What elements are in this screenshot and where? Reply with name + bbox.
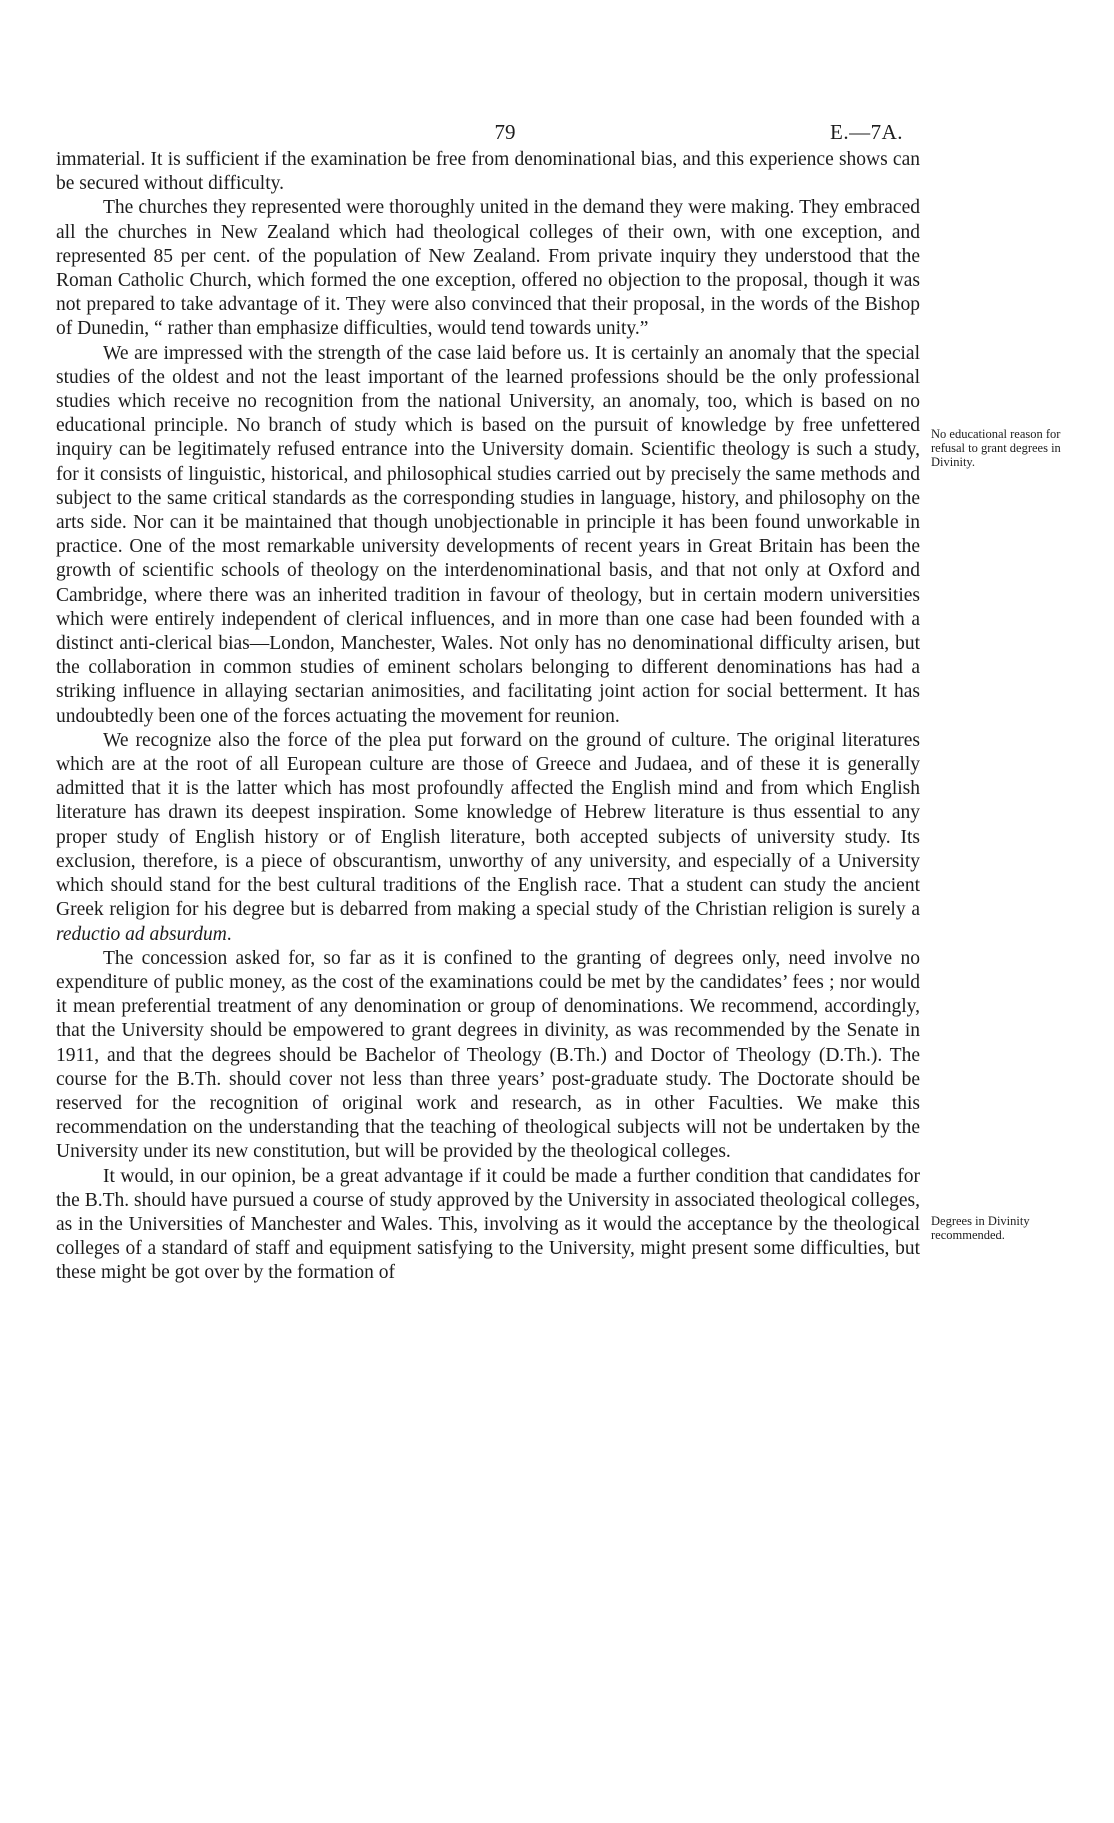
paragraph-recommendation: The concession asked for, so far as it is confined to the granting of degrees only, need involve no expenditure of public money, as the cost of the examinations could be met by the candidates’ fees ; nor would it mean preferential treatment of any denomination or group of denominations. We recommend, accordingly, that the University should be empowered to grant degrees in divinity, as was recommended by the Senate in 1911, and that the degrees should be Bachelor of Theology (B.Th.) and Doctor of Theology (D.Th.). The course for the B.Th. should cover not less than three years’ post-graduate study. The Doctorate should be reserved for the recognition of original work and research, as in other Faculties. We make this recommendation on the understanding that the teaching of theological subjects will not be undertaken by the University under its new constitution, but will be provided by the theological colleges.	[56, 947, 920, 1163]
margin-note-no-educational-reason: No educational reason for refusal to grant degrees in Divinity.	[931, 427, 1061, 469]
paragraph-continuation: immaterial. It is sufficient if the examination be free from denominational bias, and this experience shows can be secured without difficulty.	[56, 149, 920, 195]
paragraph-anomaly: We are impressed with the strength of the case laid before us. It is certainly an anomaly that the special studies of the oldest and not the least important of the learned professions should be the only professional studies which receive no recognition from the national University, an anomaly, too, which is based on no educational principle. No branch of study which is based on the pursuit of knowledge by free unfettered inquiry can be legitimately refused entrance into the University domain. Scientific theology is such a study, for it consists of linguistic, historical, and philosophical studies carried out by precisely the same methods and subject to the same critical standards as the corresponding studies in language, history, and philosophy on the arts side. Nor can it be maintained that though unobjectionable in principle it has been found unworkable in practice. One of the most remarkable university developments of recent years in Great Britain has been the growth of scientific schools of theology on the interdenominational basis, and that not only at Oxford and Cambridge, where there was an inherited tradition in favour of theology, but in certain modern universities which were entirely independent of clerical influences, and in more than one case had been founded with a distinct anti-clerical bias—London, Manchester, Wales. Not only has no denominational difficulty arisen, but the collaboration in common studies of eminent scholars belonging to different denominations has had a striking influence in allaying sectarian animosities, and facilitating joint action for social betterment. It has undoubtedly been one of the forces actuating the movement for reunion.	[56, 342, 920, 727]
report-code: E.—7A.	[830, 120, 903, 144]
paragraph-further-condition: It would, in our opinion, be a great advantage if it could be made a further condition that candidates for the B.Th. should have pursued a course of study approved by the University in associated theological colleges, as in the Universities of Manchester and Wales. This, involving as it would the acceptance by the theological colleges of a standard of staff and equipment satisfying to the University, might present some difficulties, but these might be got over by the formation of	[56, 1165, 920, 1284]
latin-phrase: reductio ad absurdum	[56, 923, 227, 945]
page-number: 79	[494, 120, 516, 144]
paragraph-culture-text: We recognize also the force of the plea put forward on the ground of culture. The original literatures which are at the root of all European culture are those of Greece and Judaea, and of these it is generally admitted that it is the latter which has most profoundly affected the English mind and from which English literature has drawn its deepest inspiration. Some knowledge of Hebrew literature is thus essential to any proper study of English history or of English literature, both accepted subjects of university study. Its exclusion, therefore, is a piece of obscurantism, unworthy of any university, and especially of a University which should stand for the best cultural traditions of the English race. That a student can study the ancient Greek religion for his degree but is debarred from making a special study of the Christian religion is surely a	[56, 729, 920, 921]
paragraph-culture	[56, 729, 920, 947]
margin-note-degrees-recommended: Degrees in Divinity recommended.	[931, 1214, 1030, 1242]
paragraph-culture-end: .	[226, 923, 232, 945]
body-text	[56, 148, 920, 1286]
paragraph-churches: The churches they represented were thoroughly united in the demand they were making. They embraced all the churches in New Zealand which had theological colleges of their own, with one exception, and represented 85 per cent. of the population of New Zealand. From private inquiry they understood that the Roman Catholic Church, which formed the one exception, offered no objection to the proposal, though it was not prepared to take advantage of it. They were also convinced that their proposal, in the words of the Bishop of Dunedin, “ rather than emphasize difficulties, would tend towards unity.”	[56, 197, 920, 340]
